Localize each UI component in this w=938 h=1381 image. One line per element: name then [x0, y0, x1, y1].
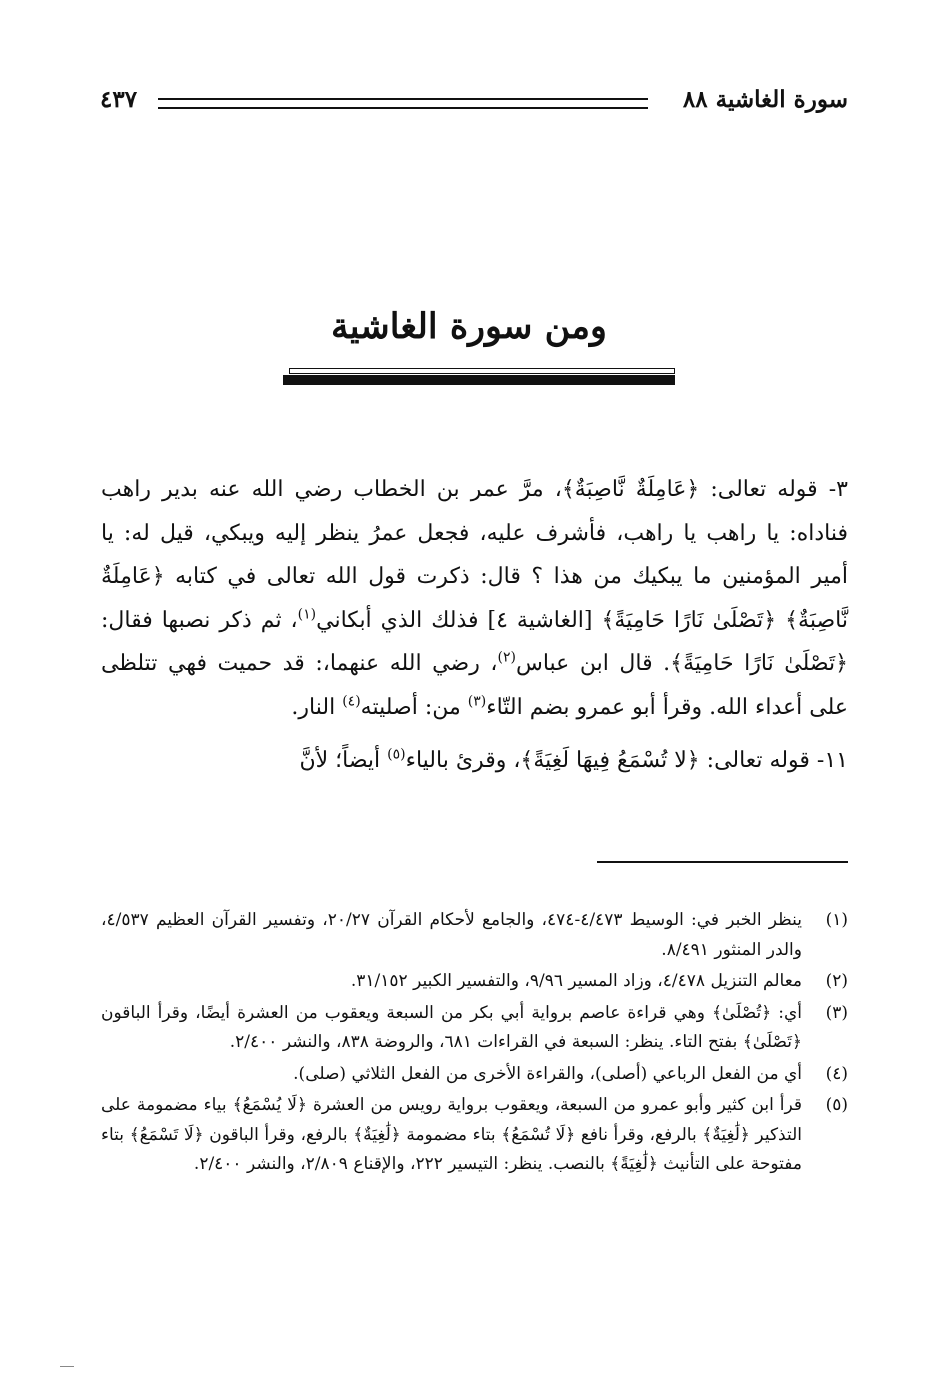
footnote-text: معالم التنزيل ٤/٤٧٨، وزاد المسير ٩/٩٦، والتفسير الكبير ٣١/١٥٢.	[350, 971, 802, 991]
footnote-3	[101, 999, 848, 1058]
ornament-thin-bar	[289, 368, 675, 374]
page-number: ٤٣٧	[100, 86, 138, 113]
footnote-number: (٥)	[825, 1095, 848, 1115]
footnote-5	[101, 1091, 848, 1180]
footnote-number: (٣)	[825, 1002, 848, 1023]
footnote-ref-1[interactable]: (١)	[297, 606, 317, 623]
running-header	[100, 86, 848, 120]
text-run: ، رضي الله عنهما،: قد حميت فهي تتلظى على أعداء الله. وقرأ أبو عمرو بضم التّاء	[101, 651, 848, 720]
footnote-2	[101, 967, 848, 997]
footnote-ref-4[interactable]: (٤)	[342, 693, 361, 710]
footnote-number: (٤)	[825, 1063, 848, 1084]
footnote-ref-3[interactable]: (٣)	[467, 693, 487, 710]
footnote-text: أي: ﴿تُصْلَىٰ﴾ وهي قراءة عاصم برواية أبي بكر من السبعة ويعقوب من العشرة أيضًا، وقرأ الباقون ﴿تَصْلَىٰ﴾ بفتح التاء. ينظر: السبعة في القراءات ٦٨١، والروضة ٨٣٨، والنشر ٢/٤٠٠.	[101, 1002, 802, 1052]
footnote-number: (١)	[825, 910, 848, 930]
paragraph-verse-3	[101, 468, 848, 729]
footnote-text: ينظر الخبر في: الوسيط ٤/٤٧٣-٤٧٤، والجامع لأحكام القرآن ٢٠/٢٧، وتفسير القرآن العظيم ٤/٥٣٧، والدر المنثور ٨/٤٩١.	[101, 910, 802, 960]
text-run: من: أصليته	[360, 694, 468, 720]
footnote-4	[101, 1060, 848, 1090]
title-ornament-rule	[283, 368, 675, 388]
text-run: ١١- قوله تعالى: ﴿لا تُسْمَعُ فِيهَا لَغِيَةً﴾، وقرئ بالياء	[405, 748, 848, 773]
footnotes-section	[101, 906, 848, 1180]
footnote-number: (٢)	[825, 971, 848, 991]
footnote-ref-2[interactable]: (٢)	[497, 649, 516, 666]
text-run: النار.	[291, 694, 343, 720]
footnote-separator	[597, 861, 848, 863]
footnote-ref-5[interactable]: (٥)	[387, 746, 406, 763]
scan-mark	[60, 1366, 74, 1367]
main-text	[101, 468, 848, 783]
running-title: سورة الغاشية ٨٨	[682, 86, 848, 113]
ornament-thick-bar	[283, 375, 675, 385]
footnote-text: قرأ ابن كثير وأبو عمرو من السبعة، ويعقوب برواية رويس من العشرة ﴿لَا يُسْمَعُ﴾ بياء مضمومة على التذكير ﴿لَٰغِيَةٌ﴾ بالرفع، وقرأ نافع ﴿لَا تُسْمَعُ﴾ بتاء مضمومة ﴿لَٰغِيَةٌ﴾ بالرفع، وقرأ الباقون ﴿لَا تَسْمَعُ﴾ بتاء مفتوحة على التأنيث ﴿لَٰغِيَةً﴾ بالنصب. ينظر: التيسير ٢٢٢، والإقناع ٢/٨٠٩، والنشر ٢/٤٠٠.	[101, 1095, 802, 1174]
chapter-title: ومن سورة الغاشية	[331, 306, 607, 347]
text-run: أيضاً؛ لأنَّ	[299, 748, 388, 773]
text-run: ٣- قوله تعالى: ﴿عَامِلَةٌ نَّاصِبَةٌ﴾، مرَّ عمر بن الخطاب رضي الله عنه بدير راهب فناداه: يا راهب يا راهب، فأشرف عليه، فجعل عمرُ ينظر إليه ويبكي، قيل له: يا أمير المؤمنين ما يبكيك من هذا ؟ قال: ذكرت قول الله تعالى في كتابه ﴿عَامِلَةٌ نَّاصِبَةٌ﴾ ﴿تَصْلَىٰ نَارًا حَامِيَةً﴾ [الغاشية ٤] فذلك الذي أبكاني	[101, 477, 848, 633]
text-run: ، ثم ذكر نصبها فقال: ﴿تَصْلَىٰ نَارًا حَامِيَةً﴾. قال ابن عباس	[101, 607, 848, 676]
footnote-1	[101, 906, 848, 965]
paragraph-verse-11	[101, 739, 848, 783]
header-double-rule	[158, 98, 648, 109]
footnote-text: أي من الفعل الرباعي (أصلى)، والقراءة الأخرى من الفعل الثلاثي (صلى).	[293, 1063, 802, 1084]
